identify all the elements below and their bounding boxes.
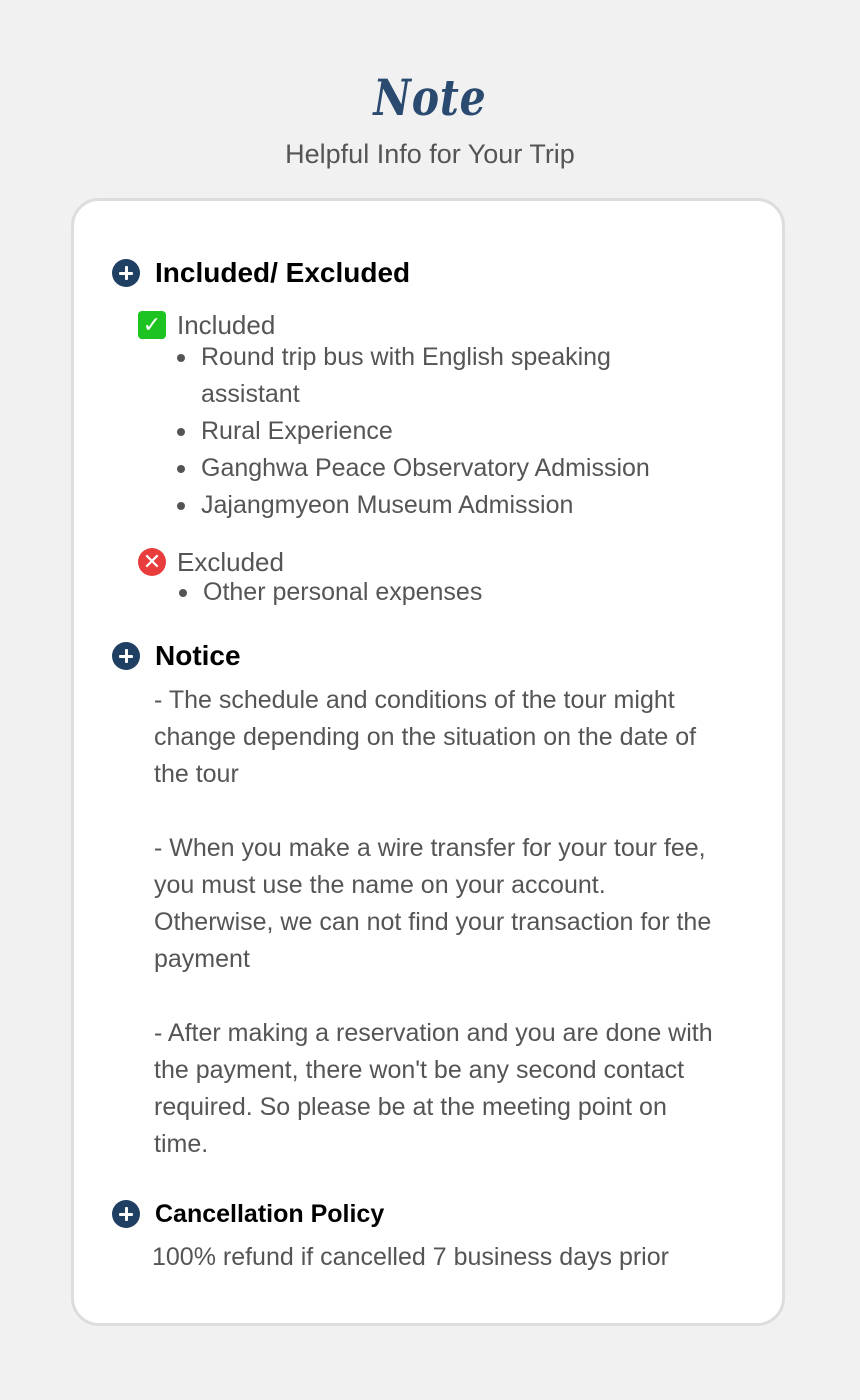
list-item: Rural Experience	[176, 413, 716, 450]
included-label: Included	[177, 310, 276, 340]
section-header-notice[interactable]	[112, 639, 241, 673]
excluded-label: Excluded	[177, 547, 284, 577]
plus-circle-icon[interactable]	[112, 1200, 140, 1228]
section-title: Cancellation Policy	[155, 1200, 385, 1228]
info-card	[71, 198, 785, 1326]
notice-paragraph: - After making a reservation and you are done with the payment, there won't be any second contact required. So please be at the meeting point on time.	[154, 1019, 713, 1158]
x-circle-icon: ✕	[138, 548, 166, 576]
excluded-list	[178, 574, 718, 611]
cancellation-policy-text: 100% refund if cancelled 7 business days prior	[152, 1243, 669, 1271]
list-item: Round trip bus with English speaking assistant	[176, 339, 716, 413]
list-item: Ganghwa Peace Observatory Admission	[176, 450, 716, 487]
notice-paragraph: - The schedule and conditions of the tour might change depending on the situation on the date of the tour	[154, 686, 697, 788]
notice-paragraph: - When you make a wire transfer for your tour fee, you must use the name on your account. Otherwise, we can not find your transaction for the payment	[154, 834, 712, 973]
section-header-cancellation[interactable]	[112, 1197, 384, 1231]
section-header-included-excluded[interactable]	[112, 256, 410, 290]
section-title: Notice	[155, 640, 241, 671]
list-item: Jajangmyeon Museum Admission	[176, 487, 716, 524]
list-item: Other personal expenses	[178, 574, 718, 611]
included-list	[176, 339, 716, 524]
notice-content	[154, 682, 714, 1200]
plus-circle-icon[interactable]	[112, 259, 140, 287]
plus-circle-icon[interactable]	[112, 642, 140, 670]
page-title: Note	[373, 68, 487, 127]
section-title: Included/ Excluded	[155, 257, 411, 288]
included-header	[138, 308, 275, 342]
page-header	[0, 62, 860, 172]
page-subtitle: Helpful Info for Your Trip	[285, 139, 575, 169]
checkbox-checked-icon: ✓	[138, 311, 166, 339]
